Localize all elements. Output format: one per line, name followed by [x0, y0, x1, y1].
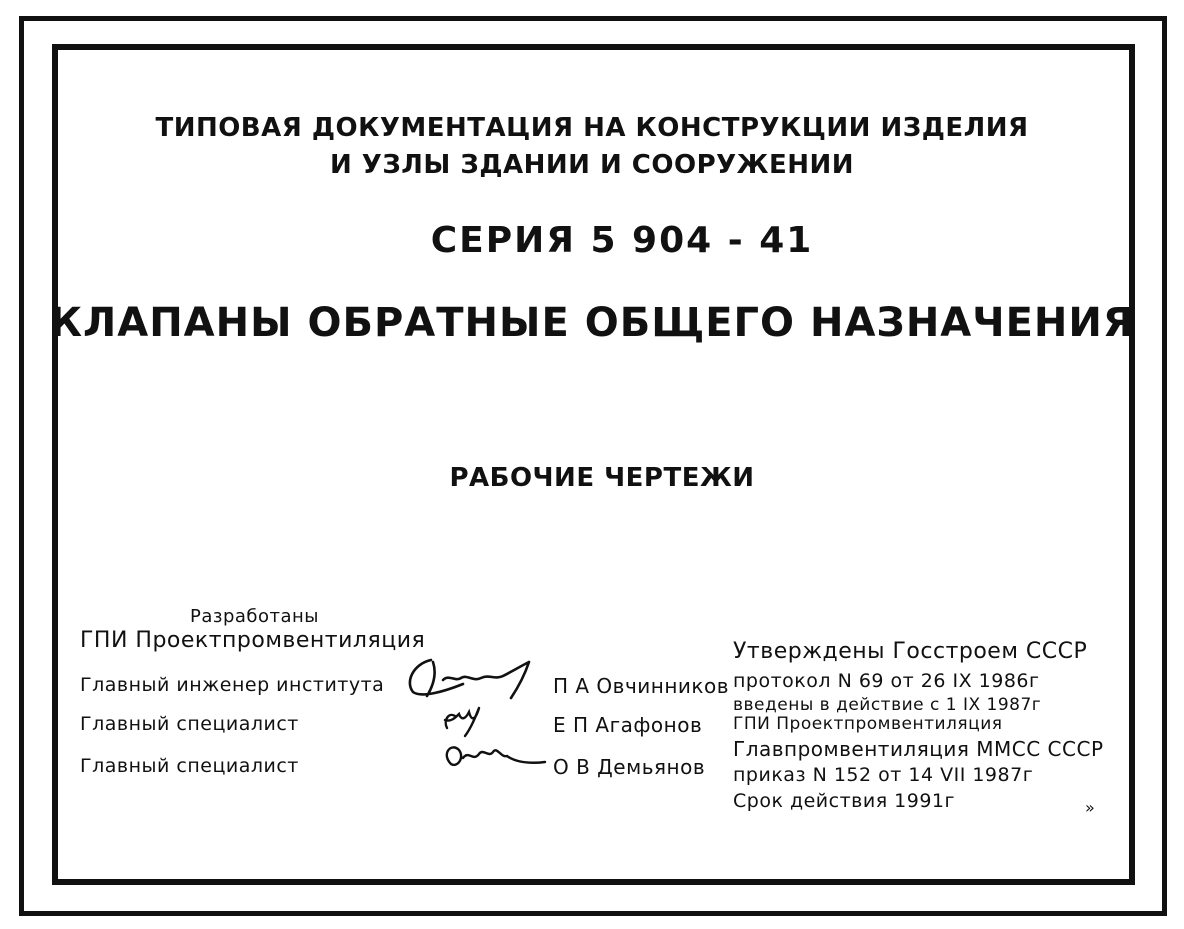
staff-role-3: Главный специалист	[80, 755, 299, 777]
signature-2	[435, 698, 495, 738]
series-number: СЕРИЯ 5 904 - 41	[430, 220, 814, 261]
approval-line-7: Срок действия 1991г	[733, 790, 956, 812]
staff-name-2: Е П Агафонов	[553, 713, 703, 737]
corner-mark: »	[1085, 798, 1096, 817]
developer-org: ГПИ Проектпромвентиляция	[80, 628, 426, 653]
signature-1	[403, 652, 543, 702]
approval-line-5: Главпромвентиляция ММСС СССР	[733, 737, 1104, 761]
header-line-1: ТИПОВАЯ ДОКУМЕНТАЦИЯ НА КОНСТРУКЦИИ ИЗДЕЛИЯ	[155, 113, 1029, 143]
signature-3	[437, 736, 547, 776]
document-subtitle: РАБОЧИЕ ЧЕРТЕЖИ	[449, 463, 755, 493]
approval-line-2: протокол N 69 от 26 IX 1986г	[733, 670, 1040, 692]
approval-line-3: введены в действие с 1 IX 1987г	[733, 695, 1042, 715]
developer-label: Разработаны	[190, 606, 320, 627]
staff-role-1: Главный инженер института	[80, 674, 385, 696]
staff-name-3: О В Демьянов	[553, 755, 706, 779]
header-line-2: И УЗЛЫ ЗДАНИИ И СООРУЖЕНИИ	[329, 150, 855, 180]
approval-line-6: приказ N 152 от 14 VII 1987г	[733, 764, 1034, 786]
approval-line-4: ГПИ Проектпромвентиляция	[733, 714, 1003, 734]
approval-line-1: Утверждены Госстроем СССР	[733, 639, 1088, 664]
staff-role-2: Главный специалист	[80, 713, 299, 735]
document-title: КЛАПАНЫ ОБРАТНЫЕ ОБЩЕГО НАЗНАЧЕНИЯ	[49, 300, 1135, 346]
staff-name-1: П А Овчинников	[553, 674, 730, 698]
